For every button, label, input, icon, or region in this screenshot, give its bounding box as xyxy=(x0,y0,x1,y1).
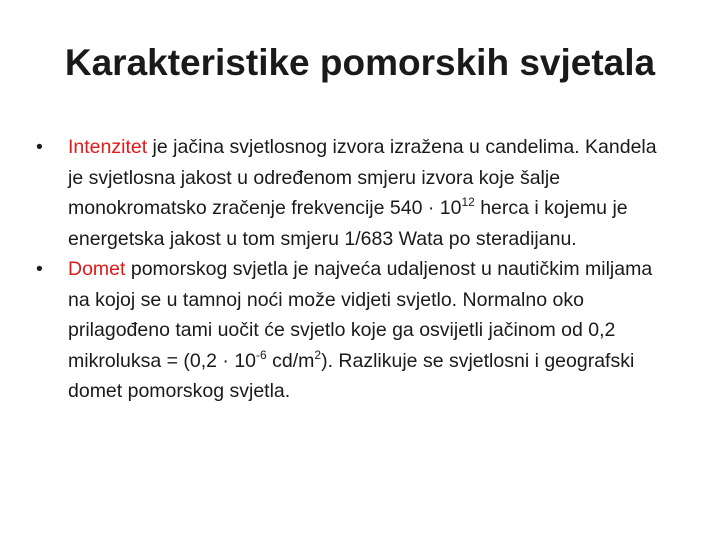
bullet-marker: • xyxy=(36,258,43,280)
slide-title: Karakteristike pomorskih svjetala xyxy=(64,42,656,83)
superscript-exponent: -6 xyxy=(256,347,267,362)
term-intenzitet: Intenzitet xyxy=(68,136,148,158)
bullet-domet xyxy=(36,254,676,407)
superscript-exponent: 2 xyxy=(314,347,322,362)
bullet-marker: • xyxy=(36,136,43,158)
superscript-exponent: 12 xyxy=(461,195,475,209)
bullet-text: cd/m xyxy=(266,349,315,372)
bullet-list xyxy=(36,132,676,407)
bullet-text: pomorskog svjetla je najveća udaljenost u nautičkim miljama na kojoj se u tamnoj noći može vidjeti svjetlo. Normalno oko prilagođeno tami uočit će svjetlo koje ga osvijetli jačinom od 0,2 mikroluksa = (0,2 · 10 xyxy=(68,258,653,372)
bullet-text: herca i kojemu je energetska jakost u tom smjeru 1/683 Wata po steradijanu. xyxy=(68,197,628,250)
bullet-text: ). Razlikuje se svjetlosni i geografski domet pomorskog svjetla. xyxy=(68,349,635,402)
term-domet: Domet xyxy=(68,258,126,280)
bullet-intenzitet xyxy=(36,132,676,254)
bullet-text: je jačina svjetlosnog izvora izražena u candelima. Kandela je svjetlosna jakost u određenom smjeru izvora koje šalje monokromatsko zračenje frekvencije 540 · 10 xyxy=(68,136,657,219)
